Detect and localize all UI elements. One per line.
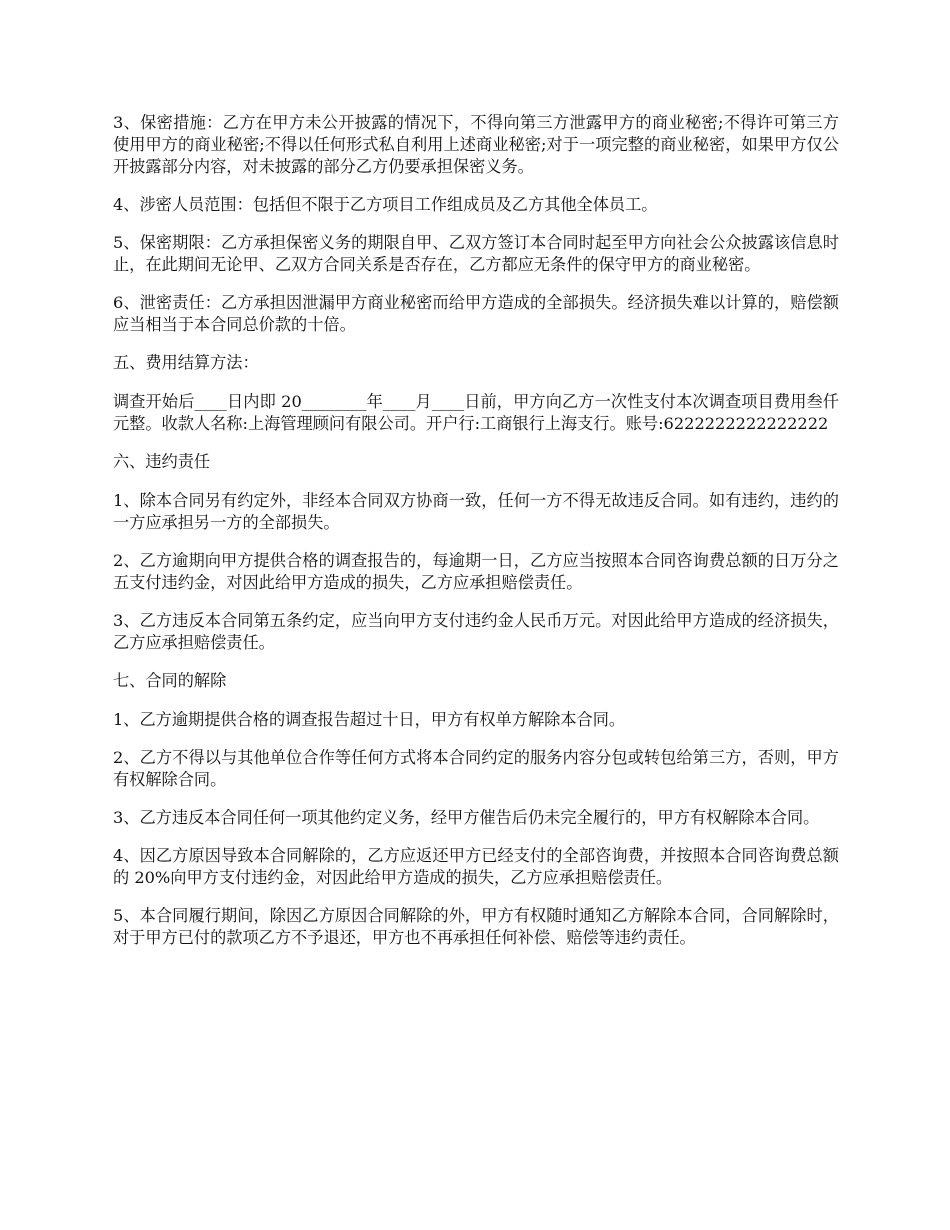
clause-termination-4: 4、因乙方原因导致本合同解除的，乙方应返还甲方已经支付的全部咨询费，并按照本合同咨询费总额的 20%向甲方支付违约金，对因此给甲方造成的损失，乙方应承担赔偿责任。 [113, 846, 839, 887]
clause-confidentiality-measures: 3、保密措施：乙方在甲方未公开披露的情况下，不得向第三方泄露甲方的商业秘密;不得许可第三方使用甲方的商业秘密;不得以任何形式私自利用上述商业秘密;对于一项完整的商业秘密，如果甲方仅公开披露部分内容，对未披露的部分乙方仍要承担保密义务。 [113, 113, 839, 176]
clause-confidential-personnel: 4、涉密人员范围：包括但不限于乙方项目工作组成员及乙方其他全体员工。 [113, 195, 658, 214]
clause-leak-liability: 6、泄密责任：乙方承担因泄漏甲方商业秘密而给甲方造成的全部损失。经济损失难以计算的，赔偿额应当相当于本合同总价款的十倍。 [113, 293, 839, 334]
section-heading-payment: 五、费用结算方法： [113, 353, 259, 372]
clause-payment-details: 调查开始后____日内即 20________年____月____日前，甲方向乙方一次性支付本次调查项目费用叁仟元整。收款人名称:上海管理顾问有限公司。开户行:工商银行上海支行。账号:6222222222222222 [113, 392, 839, 433]
clause-breach-1: 1、除本合同另有约定外，非经本合同双方协商一致，任何一方不得无故违反合同。如有违约，违约的一方应承担另一方的全部损失。 [113, 491, 839, 532]
clause-termination-1: 1、乙方逾期提供合格的调查报告超过十日，甲方有权单方解除本合同。 [113, 710, 626, 729]
clause-termination-5: 5、本合同履行期间，除因乙方原因合同解除的外，甲方有权随时通知乙方解除本合同，合同解除时，对于甲方已付的款项乙方不予退还，甲方也不再承担任何补偿、赔偿等违约责任。 [113, 906, 839, 947]
clause-breach-2: 2、乙方逾期向甲方提供合格的调查报告的，每逾期一日，乙方应当按照本合同咨询费总额的日万分之五支付违约金，对因此给甲方造成的损失，乙方应承担赔偿责任。 [113, 551, 839, 592]
document-page [113, 112, 839, 965]
clause-confidentiality-period: 5、保密期限：乙方承担保密义务的期限自甲、乙双方签订本合同时起至甲方向社会公众披露该信息时止，在此期间无论甲、乙双方合同关系是否存在，乙方都应无条件的保守甲方的商业秘密。 [113, 233, 839, 274]
clause-termination-3: 3、乙方违反本合同任何一项其他约定义务，经甲方催告后仍未完全履行的，甲方有权解除本合同。 [113, 808, 820, 827]
section-heading-breach: 六、违约责任 [113, 452, 211, 471]
clause-termination-2: 2、乙方不得以与其他单位合作等任何方式将本合同约定的服务内容分包或转包给第三方，否则，甲方有权解除合同。 [113, 748, 839, 789]
clause-breach-3: 3、乙方违反本合同第五条约定，应当向甲方支付违约金人民币万元。对因此给甲方造成的经济损失，乙方应承担赔偿责任。 [113, 611, 839, 652]
section-heading-termination: 七、合同的解除 [113, 671, 227, 690]
